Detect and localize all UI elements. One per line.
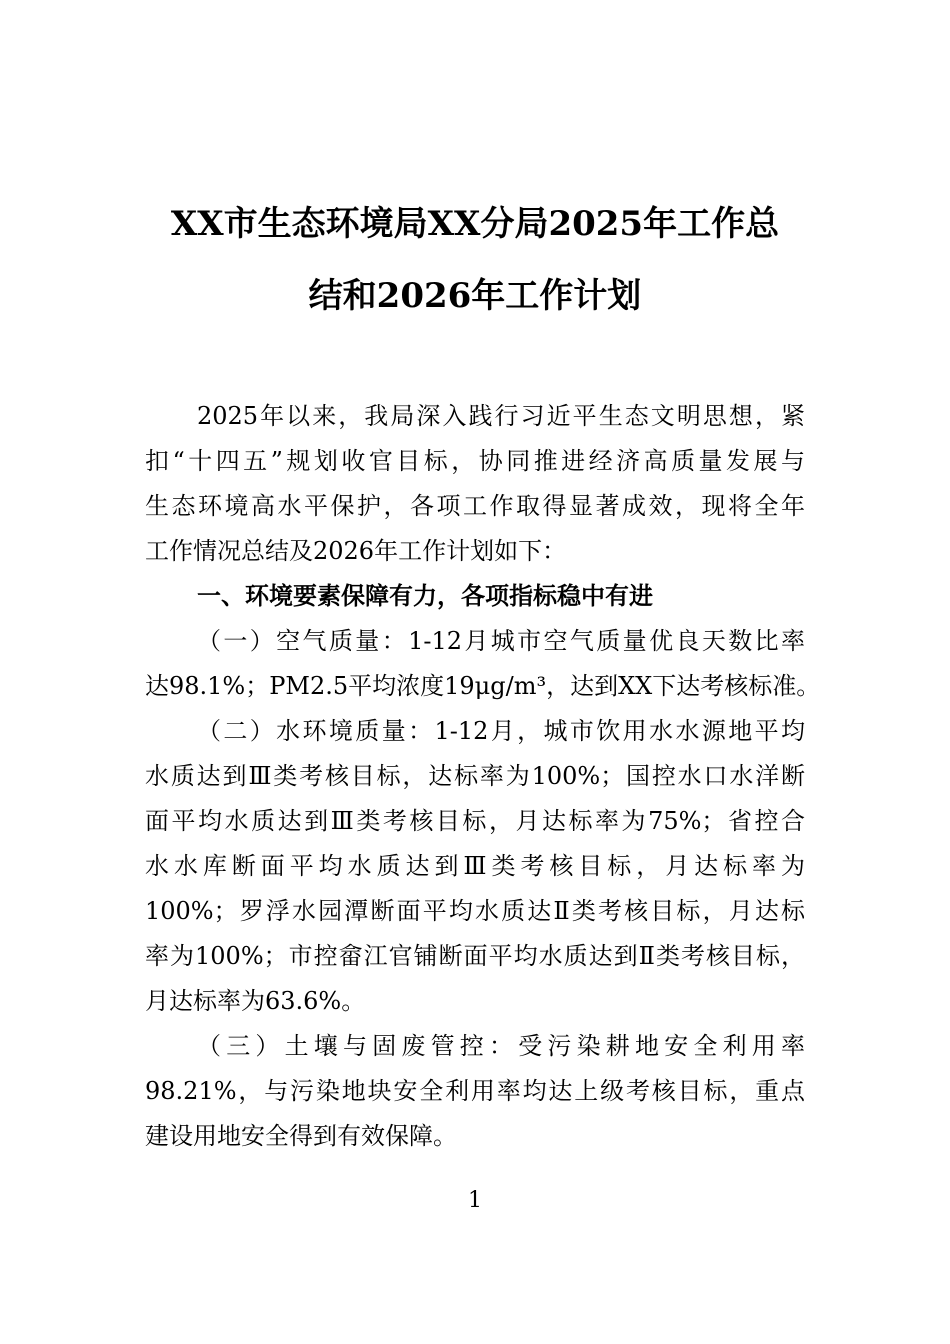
intro-paragraph <box>145 394 805 574</box>
text-line: （一）空气质量：1-12月城市空气质量优良天数比率 <box>197 627 805 655</box>
document-title-line-1: XX市生态环境局XX分局2025年工作总 <box>170 204 780 244</box>
text-line: 达98.1%；PM2.5平均浓度19μg/m³，达到XX下达考核标准。 <box>145 672 821 700</box>
text-line: 水质达到Ⅲ类考核目标，达标率为100%；国控水口水洋断 <box>145 762 805 790</box>
text-line: 2025年以来，我局深入践行习近平生态文明思想，紧 <box>197 402 805 430</box>
text-line: 生态环境高水平保护，各项工作取得显著成效，现将全年 <box>145 492 805 520</box>
text-line: 100%；罗浮水园潭断面平均水质达Ⅱ类考核目标，月达标 <box>145 897 805 925</box>
water-quality-paragraph <box>145 709 805 1024</box>
text-line: （二）水环境质量：1-12月，城市饮用水水源地平均 <box>197 717 805 745</box>
text-line: （三）土壤与固废管控：受污染耕地安全利用率 <box>197 1032 805 1060</box>
section-heading <box>145 574 805 619</box>
text-line: 98.21%，与污染地块安全利用率均达上级考核目标，重点 <box>145 1077 805 1105</box>
text-line: 面平均水质达到Ⅲ类考核目标，月达标率为75%；省控合 <box>145 807 805 835</box>
section-heading-text: 一、环境要素保障有力，各项指标稳中有进 <box>197 582 653 610</box>
text-line: 建设用地安全得到有效保障。 <box>145 1122 457 1150</box>
text-line: 工作情况总结及2026年工作计划如下： <box>145 537 567 565</box>
text-line: 扣“十四五”规划收官目标，协同推进经济高质量发展与 <box>145 447 805 475</box>
text-line: 率为100%；市控畲江官铺断面平均水质达到Ⅱ类考核目标， <box>145 942 805 970</box>
text-line: 水水库断面平均水质达到Ⅲ类考核目标，月达标率为 <box>145 852 805 880</box>
document-body <box>145 394 821 1159</box>
document-title-line-2: 结和2026年工作计划 <box>308 276 642 316</box>
soil-waste-paragraph <box>145 1024 805 1159</box>
page-number: 1 <box>468 1188 482 1213</box>
text-line: 月达标率为63.6%。 <box>145 987 366 1015</box>
air-quality-paragraph <box>145 619 821 709</box>
